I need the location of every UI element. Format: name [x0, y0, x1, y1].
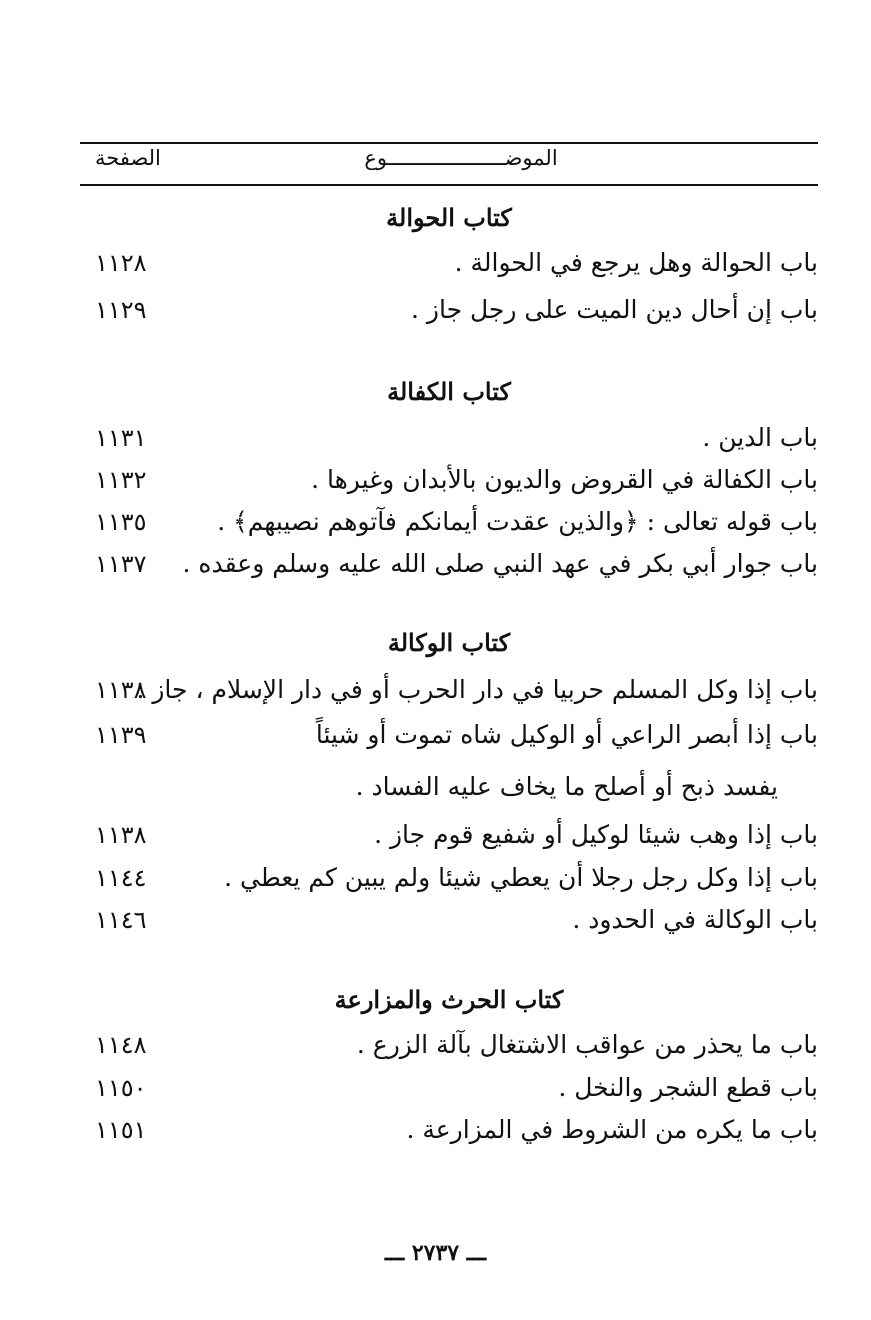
subject-column-header: الموضـــــــــــــــــــوع	[364, 146, 558, 170]
entry-title: باب إن أحال دين الميت على رجل جاز .	[411, 295, 818, 324]
section-title-kafala: كتاب الكفالة	[387, 377, 511, 406]
entry-title: باب الوكالة في الحدود .	[572, 905, 818, 934]
section-title-wakala: كتاب الوكالة	[387, 628, 511, 657]
entry-title: باب إذا وكل رجل رجلا أن يعطي شيئا ولم يبين كم يعطي .	[224, 863, 818, 892]
entry-page: ١١٢٨	[95, 249, 147, 277]
list-item	[80, 243, 818, 283]
entry-page: ١١٥١	[95, 1116, 147, 1144]
entry-page: ١١٣٨	[95, 821, 147, 849]
entry-title-continuation: يفسد ذبح أو أصلح ما يخاف عليه الفساد .	[355, 772, 778, 801]
entry-title: باب الحوالة وهل يرجع في الحوالة .	[454, 248, 818, 277]
section-title-harth: كتاب الحرث والمزارعة	[334, 985, 564, 1014]
list-item	[80, 900, 818, 940]
list-item	[80, 460, 818, 500]
entry-title: باب الدين .	[702, 423, 818, 452]
list-item	[80, 418, 818, 458]
list-item	[80, 715, 818, 755]
entry-page: ١١٣٩	[95, 721, 147, 749]
list-item	[80, 1025, 818, 1065]
entry-page: ١١٣٥	[95, 508, 147, 536]
entry-page: ١١٤٤	[95, 864, 147, 892]
list-item	[80, 815, 818, 855]
list-item	[80, 502, 818, 542]
entry-page: ١١٥٠	[95, 1074, 147, 1102]
entry-title: باب إذا وكل المسلم حربيا في دار الحرب أو في دار الإسلام ، جاز .	[136, 675, 818, 704]
entry-page: ١١٣٢	[95, 466, 147, 494]
section-title-hawala: كتاب الحوالة	[386, 203, 512, 232]
page-number: ـــ ٢٧٣٧ ـــ	[384, 1240, 487, 1266]
list-item	[80, 1110, 818, 1150]
list-item	[80, 670, 818, 710]
list-item	[80, 858, 818, 898]
entry-page: ١١٤٨	[95, 1031, 147, 1059]
header-bottom-rule	[80, 184, 818, 186]
entry-title: باب الكفالة في القروض والديون بالأبدان وغيرها .	[311, 465, 818, 494]
entry-page: ١١٤٦	[95, 906, 147, 934]
entry-title: باب ما يحذر من عواقب الاشتغال بآلة الزرع .	[356, 1030, 818, 1059]
entry-title: باب قوله تعالى : ﴿والذين عقدت أيمانكم فآتوهم نصيبهم﴾ .	[217, 507, 818, 536]
list-item	[80, 544, 818, 584]
entry-title: باب إذا أبصر الراعي أو الوكيل شاه تموت أو شيئاً	[315, 720, 818, 749]
entry-page: ١١٢٩	[95, 296, 147, 324]
list-item	[80, 1068, 818, 1108]
list-item-continuation	[80, 767, 818, 807]
header-top-rule	[80, 142, 818, 144]
entry-page: ١١٣٧	[95, 550, 147, 578]
entry-page: ١١٣٨	[95, 676, 147, 704]
entry-page: ١١٣١	[95, 424, 147, 452]
entry-title: باب قطع الشجر والنخل .	[558, 1073, 818, 1102]
entry-title: باب جوار أبي بكر في عهد النبي صلى الله عليه وسلم وعقده .	[182, 549, 818, 578]
entry-title: باب ما يكره من الشروط في المزارعة .	[406, 1115, 818, 1144]
page-column-header: الصفحة	[95, 146, 161, 170]
entry-title: باب إذا وهب شيئا لوكيل أو شفيع قوم جاز .	[374, 820, 818, 849]
list-item	[80, 290, 818, 330]
